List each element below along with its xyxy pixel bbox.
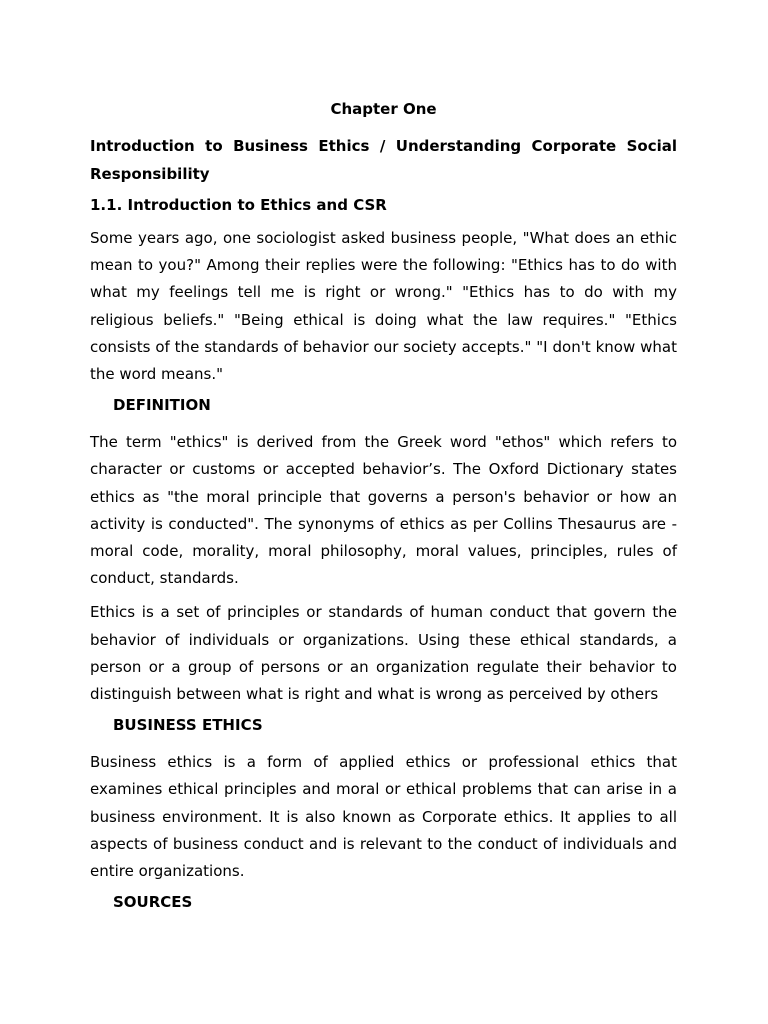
ethics-principles-paragraph: Ethics is a set of principles or standards of human conduct that govern the behavior of individuals or organizations. Using these ethical standards, a person or a group of persons or an organization regulate their behavior to distinguish between what is right and what is wrong as perceived by others [90, 603, 677, 704]
business-ethics-paragraph: Business ethics is a form of applied ethics or professional ethics that examines ethical principles and moral or ethical problems that can arise in a business environment. It is also known as Corporate ethics. It applies to all aspects of business conduct and is relevant to the conduct of individuals and entire organizations. [90, 753, 677, 881]
business-ethics-heading: BUSINESS ETHICS [113, 716, 263, 735]
definition-heading: DEFINITION [113, 396, 211, 415]
chapter-title: Chapter One [330, 100, 437, 118]
sources-heading: SOURCES [113, 893, 193, 912]
intro-paragraph: Some years ago, one sociologist asked business people, "What does an ethic mean to you?" Among their replies were the following: "Ethics has to do with what my feelings tell me is right or wrong." "Ethics has to do with my religious beliefs." "Being ethical is doing what the law requires." "Ethics consists of the standards of behavior our society accepts." "I don't know what the word means." [90, 229, 677, 384]
document-title: Introduction to Business Ethics / Understanding Corporate Social Responsibility [90, 137, 677, 183]
document-body [90, 99, 677, 926]
definition-paragraph: The term "ethics" is derived from the Greek word "ethos" which refers to character or customs or accepted behavior’s. The Oxford Dictionary states ethics as "the moral principle that governs a person's behavior or how an activity is conducted". The synonyms of ethics as per Collins Thesaurus are - moral code, morality, moral philosophy, moral values, principles, rules of conduct, standards. [90, 433, 677, 588]
section-title: 1.1. Introduction to Ethics and CSR [90, 196, 387, 214]
